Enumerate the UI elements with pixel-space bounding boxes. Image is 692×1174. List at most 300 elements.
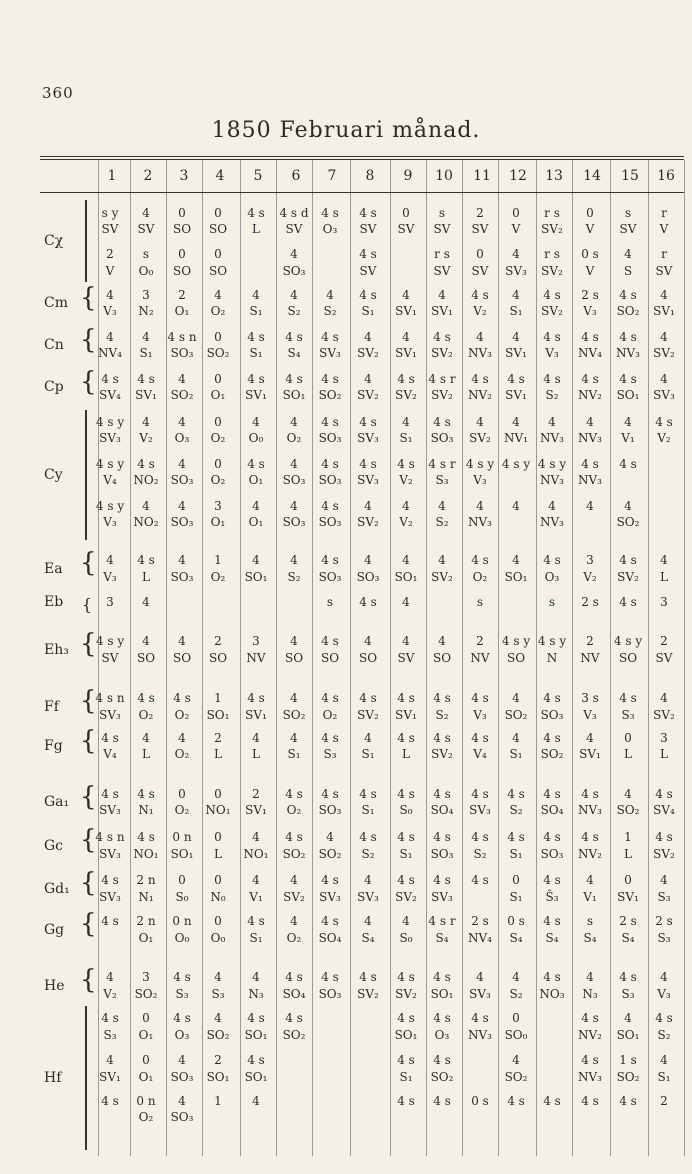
table-cell: SO <box>172 222 192 236</box>
table-cell: 4 s <box>433 731 451 745</box>
table-cell: 4 s <box>433 970 451 984</box>
table-cell: 4 s <box>101 731 119 745</box>
table-cell: SO₁ <box>616 1028 640 1042</box>
table-cell: O₂ <box>210 304 226 318</box>
table-cell: 4 s r <box>428 914 456 928</box>
table-cell: S₁ <box>249 304 263 318</box>
table-cell: O₂ <box>210 570 226 584</box>
table-cell: SV₁ <box>395 304 417 318</box>
table-cell: 4 <box>178 1053 186 1067</box>
table-cell: SV₃ <box>319 346 341 360</box>
table-cell: 0 <box>178 206 186 220</box>
table-cell: SV₁ <box>135 388 157 402</box>
table-cell: 0 <box>214 206 222 220</box>
table-cell: V₃ <box>473 708 487 722</box>
table-cell: SV <box>101 222 119 236</box>
table-cell: 4 <box>624 1011 632 1025</box>
table-cell: SO₁ <box>206 1070 230 1084</box>
table-cell: 0 s <box>507 914 525 928</box>
table-cell: 4 s <box>359 206 377 220</box>
table-cell: 4 <box>178 499 186 513</box>
table-cell: S₂ <box>361 847 375 861</box>
table-cell: SO₃ <box>170 346 194 360</box>
table-cell: 4 s <box>433 873 451 887</box>
table-cell: 4 s <box>543 330 561 344</box>
table-cell: 0 <box>512 873 520 887</box>
table-cell: 4 s <box>397 970 415 984</box>
table-cell: 4 s <box>581 372 599 386</box>
table-cell: 4 <box>548 415 556 429</box>
table-cell: 4 s <box>321 731 339 745</box>
table-cell: 4 s <box>471 873 489 887</box>
table-cell: SV₁ <box>99 1070 121 1084</box>
table-cell: SO₂ <box>504 1070 528 1084</box>
table-cell: N <box>546 651 558 665</box>
table-cell: SV₂ <box>653 708 675 722</box>
table-cell: 4 <box>290 634 298 648</box>
table-cell: SO <box>506 651 526 665</box>
table-cell: V₁ <box>621 431 635 445</box>
row-label: He <box>44 977 65 994</box>
group-brace: { <box>80 782 97 812</box>
table-cell: s <box>624 206 632 220</box>
table-cell: SO₂ <box>206 346 230 360</box>
table-cell: 4 <box>214 288 222 302</box>
table-cell: NO₃ <box>539 987 565 1001</box>
table-cell: 4 <box>290 553 298 567</box>
table-cell: SV₃ <box>469 987 491 1001</box>
group-brace: { <box>80 825 97 855</box>
table-cell: N₃ <box>582 987 598 1001</box>
table-cell: 4 <box>214 1011 222 1025</box>
table-cell: SO₃ <box>170 1110 194 1124</box>
table-cell: 3 <box>106 595 114 609</box>
table-cell: 4 s <box>655 415 673 429</box>
table-cell: SV₃ <box>357 473 379 487</box>
table-cell: 0 <box>142 1011 150 1025</box>
table-cell: 4 <box>660 873 668 887</box>
table-cell: 4 s y <box>95 634 125 648</box>
table-cell: 4 <box>364 372 372 386</box>
table-cell: SO₀ <box>504 1028 528 1042</box>
table-cell: 4 <box>586 731 594 745</box>
table-cell: 4 <box>660 970 668 984</box>
table-cell: O₀ <box>248 431 264 445</box>
table-cell: 4 <box>624 247 632 261</box>
table-cell: 4 <box>402 553 410 567</box>
table-cell: 2 <box>660 634 668 648</box>
row-label: Gd₁ <box>44 880 70 897</box>
table-cell: 4 s <box>507 787 525 801</box>
table-cell: 4 <box>476 499 484 513</box>
table-cell: 4 s <box>433 830 451 844</box>
table-cell: SV₁ <box>245 708 267 722</box>
table-cell: 4 s <box>247 206 265 220</box>
column-divider <box>684 160 685 1156</box>
table-cell: 2 s <box>581 288 599 302</box>
table-cell: SV₃ <box>99 708 121 722</box>
table-cell: SO <box>320 651 340 665</box>
table-cell: N₂ <box>138 304 154 318</box>
table-cell: S₃ <box>621 708 635 722</box>
table-cell: SV₁ <box>395 346 417 360</box>
table-cell: 4 s y <box>95 415 125 429</box>
table-cell: 4 s <box>359 457 377 471</box>
table-cell: 4 s <box>433 787 451 801</box>
column-header: 8 <box>365 168 375 184</box>
table-cell: 4 s <box>433 330 451 344</box>
table-cell: S₁ <box>249 931 263 945</box>
column-header: 6 <box>291 168 301 184</box>
table-cell: 4 s r <box>428 372 456 386</box>
table-cell: SV₄ <box>653 803 675 817</box>
table-cell: V <box>659 222 669 236</box>
row-label: Cχ <box>44 233 64 249</box>
title-rule-bottom <box>40 159 684 160</box>
table-cell: 4 <box>252 873 260 887</box>
table-cell: 4 s <box>507 830 525 844</box>
table-cell: NV₃ <box>540 515 564 529</box>
table-cell: 4 s <box>247 1053 265 1067</box>
table-cell: 2 <box>214 1053 222 1067</box>
table-cell: 4 s <box>321 415 339 429</box>
table-cell: 4 s <box>471 830 489 844</box>
table-cell: 4 s <box>543 372 561 386</box>
table-cell: V₁ <box>249 890 263 904</box>
table-cell: 4 s <box>137 372 155 386</box>
table-cell: NO₂ <box>133 515 159 529</box>
table-cell: NV₃ <box>578 431 602 445</box>
table-cell: S₁ <box>399 1070 413 1084</box>
column-header: 4 <box>215 168 225 184</box>
header-rule <box>40 192 684 193</box>
table-cell: 4 <box>660 691 668 705</box>
table-cell: SV₂ <box>541 222 563 236</box>
table-cell: 4 <box>142 595 150 609</box>
table-cell: 4 <box>476 330 484 344</box>
table-cell: S₁ <box>287 747 301 761</box>
table-cell: 4 s <box>397 1011 415 1025</box>
table-cell: SV₁ <box>579 747 601 761</box>
table-cell: SV₂ <box>469 431 491 445</box>
page-title: 1850 Februari månad. <box>211 118 481 143</box>
table-cell: 4 s <box>247 457 265 471</box>
table-cell: SV₁ <box>245 388 267 402</box>
table-cell: SV <box>619 222 637 236</box>
table-cell: NO₂ <box>133 473 159 487</box>
table-cell: SO₃ <box>540 708 564 722</box>
table-cell: L <box>142 570 150 584</box>
table-cell: L <box>142 747 150 761</box>
table-cell: 4 <box>512 288 520 302</box>
table-cell: N₁ <box>138 890 154 904</box>
table-cell: 4 s <box>543 914 561 928</box>
table-cell: V <box>511 222 521 236</box>
group-brace: { <box>80 686 97 716</box>
table-cell: S₄ <box>545 931 559 945</box>
table-cell: 4 s <box>619 595 637 609</box>
table-cell: 4 <box>476 415 484 429</box>
table-cell: SO₂ <box>430 1070 454 1084</box>
table-cell: 4 s <box>321 372 339 386</box>
table-cell: S₀ <box>399 803 413 817</box>
table-cell: O₁ <box>210 388 226 402</box>
table-cell: s y <box>101 206 119 220</box>
table-cell: S₁ <box>361 747 375 761</box>
table-cell: 4 <box>624 787 632 801</box>
table-cell: SO₁ <box>394 1028 418 1042</box>
table-cell: SO₃ <box>170 570 194 584</box>
table-cell: r <box>661 247 667 261</box>
table-cell: 0 <box>214 787 222 801</box>
table-cell: 4 s y <box>501 457 531 471</box>
table-cell: 4 <box>402 595 410 609</box>
table-cell: S₃ <box>175 987 189 1001</box>
table-cell: 4 <box>586 415 594 429</box>
table-cell: L <box>214 847 222 861</box>
table-cell: 4 <box>106 330 114 344</box>
table-cell: SV₃ <box>469 803 491 817</box>
table-cell: 0 <box>214 330 222 344</box>
table-cell: 4 s <box>359 970 377 984</box>
table-cell: 2 <box>586 634 594 648</box>
table-cell: 4 s <box>581 330 599 344</box>
table-cell: 0 <box>512 206 520 220</box>
table-cell: 4 s <box>471 1011 489 1025</box>
table-cell: 4 s <box>321 206 339 220</box>
table-cell: 4 <box>142 634 150 648</box>
table-cell: V₂ <box>139 431 153 445</box>
table-cell: 4 <box>290 499 298 513</box>
table-cell: SO₂ <box>170 388 194 402</box>
table-cell: SV₃ <box>357 431 379 445</box>
table-cell: 2 <box>214 634 222 648</box>
table-cell: 4 s <box>619 970 637 984</box>
table-cell: SV₁ <box>617 890 639 904</box>
row-label: Ga₁ <box>44 794 70 810</box>
group-brace: { <box>80 629 97 659</box>
table-cell: 4 <box>178 415 186 429</box>
table-cell: 3 <box>586 553 594 567</box>
table-cell: SO <box>618 651 638 665</box>
table-cell: 4 s <box>543 970 561 984</box>
table-cell: 4 s <box>543 787 561 801</box>
table-cell: O₂ <box>138 708 154 722</box>
table-cell: O₃ <box>434 1028 450 1042</box>
table-cell: SV₃ <box>431 890 453 904</box>
table-cell: SO <box>358 651 378 665</box>
table-cell: 4 s <box>471 787 489 801</box>
table-cell: 4 s <box>247 1011 265 1025</box>
table-cell: 0 <box>214 830 222 844</box>
table-cell: SV₃ <box>653 388 675 402</box>
table-cell: 4 s r <box>428 457 456 471</box>
table-cell: 2 <box>106 247 114 261</box>
table-cell: 4 s <box>285 787 303 801</box>
table-cell: O₀ <box>210 931 226 945</box>
table-cell: r <box>661 206 667 220</box>
table-cell: V₂ <box>103 987 117 1001</box>
table-cell: 4 s <box>397 1094 415 1108</box>
table-cell: S₂ <box>657 1028 671 1042</box>
table-cell: V₂ <box>583 570 597 584</box>
table-cell: S₃ <box>211 987 225 1001</box>
table-cell: V₃ <box>583 708 597 722</box>
table-cell: 4 <box>290 691 298 705</box>
table-cell: 4 <box>476 970 484 984</box>
table-cell: 4 s <box>581 1094 599 1108</box>
table-cell: 4 s <box>619 330 637 344</box>
table-cell: V₃ <box>583 304 597 318</box>
table-cell: 4 s <box>581 830 599 844</box>
table-cell: SO₁ <box>206 708 230 722</box>
row-label: Cm <box>44 295 68 311</box>
table-cell: 4 <box>252 830 260 844</box>
table-cell: S₂ <box>509 803 523 817</box>
table-cell: SO₁ <box>430 987 454 1001</box>
table-cell: SO₃ <box>170 473 194 487</box>
table-cell: 4 s <box>471 731 489 745</box>
table-cell: SO₂ <box>134 987 158 1001</box>
table-cell: 0 <box>402 206 410 220</box>
table-cell: SO₃ <box>430 431 454 445</box>
table-cell: V <box>105 264 115 278</box>
table-cell: SO₃ <box>282 264 306 278</box>
table-cell: 4 <box>660 372 668 386</box>
table-cell: SO₃ <box>170 515 194 529</box>
table-cell: 0 <box>476 247 484 261</box>
table-cell: SO₁ <box>616 388 640 402</box>
column-header: 1 <box>107 168 117 184</box>
table-cell: NV₃ <box>540 473 564 487</box>
table-cell: SO <box>208 651 228 665</box>
table-cell: 4 <box>290 247 298 261</box>
table-cell: O₂ <box>174 747 190 761</box>
table-cell: 4 <box>106 1053 114 1067</box>
table-cell: 4 <box>178 731 186 745</box>
table-cell: 4 <box>438 634 446 648</box>
table-cell: 1 <box>214 1094 222 1108</box>
table-cell: 4 <box>364 330 372 344</box>
table-cell: O₃ <box>322 222 338 236</box>
table-cell: S₂ <box>435 515 449 529</box>
table-cell: 4 s <box>359 595 377 609</box>
table-cell: SO₁ <box>394 570 418 584</box>
table-cell: SO₃ <box>318 570 342 584</box>
table-cell: SV <box>101 651 119 665</box>
table-cell: SO₃ <box>430 847 454 861</box>
table-cell: L <box>624 847 632 861</box>
table-cell: 4 s <box>433 691 451 705</box>
table-cell: V <box>585 222 595 236</box>
table-cell: 4 s <box>359 415 377 429</box>
table-cell: 4 s <box>471 691 489 705</box>
column-header: 16 <box>657 168 675 184</box>
table-cell: SO₄ <box>318 931 342 945</box>
table-cell: 4 <box>438 499 446 513</box>
table-cell: 4 <box>364 553 372 567</box>
table-cell: NV₄ <box>98 346 122 360</box>
table-cell: SV₃ <box>99 890 121 904</box>
table-cell: 4 <box>512 970 520 984</box>
table-cell: SV <box>397 222 415 236</box>
table-cell: 4 s <box>321 553 339 567</box>
table-cell: 4 s <box>321 970 339 984</box>
table-cell: N₀ <box>210 890 226 904</box>
table-cell: 4 s <box>397 731 415 745</box>
table-cell: SV₂ <box>541 304 563 318</box>
group-brace: { <box>80 868 97 898</box>
table-cell: SO₂ <box>504 708 528 722</box>
table-cell: 4 s <box>433 1053 451 1067</box>
table-cell: SV₂ <box>617 570 639 584</box>
table-cell: 4 s <box>285 330 303 344</box>
table-cell: SV₂ <box>653 346 675 360</box>
table-cell: L <box>214 747 222 761</box>
row-label: Eb <box>44 594 64 610</box>
table-cell: S₃ <box>103 1028 117 1042</box>
table-cell: SV₃ <box>99 803 121 817</box>
table-cell: 0 <box>214 372 222 386</box>
table-cell: L <box>252 747 260 761</box>
column-header: 10 <box>435 168 453 184</box>
table-cell: O₀ <box>174 931 190 945</box>
table-cell: 4 s <box>137 830 155 844</box>
table-cell: S₃ <box>323 747 337 761</box>
table-cell: 2 <box>476 634 484 648</box>
table-cell: O₂ <box>210 431 226 445</box>
table-cell: SO₂ <box>616 1070 640 1084</box>
row-label: Gc <box>44 837 64 854</box>
group-brace: { <box>80 548 97 578</box>
table-cell: 2 n <box>136 873 156 887</box>
table-cell: 4 <box>512 731 520 745</box>
table-cell: 4 s <box>397 1053 415 1067</box>
table-cell: S₃ <box>657 890 671 904</box>
table-cell: S₀ <box>399 931 413 945</box>
table-cell: 4 <box>178 1094 186 1108</box>
table-cell: 2 s <box>581 595 599 609</box>
table-cell: 4 <box>214 970 222 984</box>
table-cell: SO₁ <box>244 1070 268 1084</box>
group-brace: { <box>81 595 93 614</box>
table-cell: 4 <box>512 691 520 705</box>
table-cell: 4 <box>660 553 668 567</box>
table-cell: SV <box>433 264 451 278</box>
table-cell: 4 s <box>397 830 415 844</box>
row-label: Gg <box>44 921 65 938</box>
table-cell: NV₃ <box>540 431 564 445</box>
table-cell: S₁ <box>399 847 413 861</box>
table-cell: S₃ <box>435 473 449 487</box>
table-cell: SV₂ <box>653 847 675 861</box>
table-cell: SV₄ <box>99 388 121 402</box>
table-cell: NV₂ <box>578 847 602 861</box>
table-cell: r s <box>434 247 450 261</box>
group-bracket <box>85 1006 87 1150</box>
table-cell: S <box>623 264 633 278</box>
table-cell: V₂ <box>399 473 413 487</box>
table-cell: S₄ <box>583 931 597 945</box>
table-cell: O₂ <box>286 431 302 445</box>
table-cell: 2 <box>214 731 222 745</box>
table-cell: V₄ <box>103 473 117 487</box>
table-cell: O₂ <box>472 570 488 584</box>
table-cell: O₁ <box>248 473 264 487</box>
table-cell: 4 s <box>543 691 561 705</box>
table-cell: N₃ <box>248 987 264 1001</box>
group-brace: { <box>80 726 97 756</box>
